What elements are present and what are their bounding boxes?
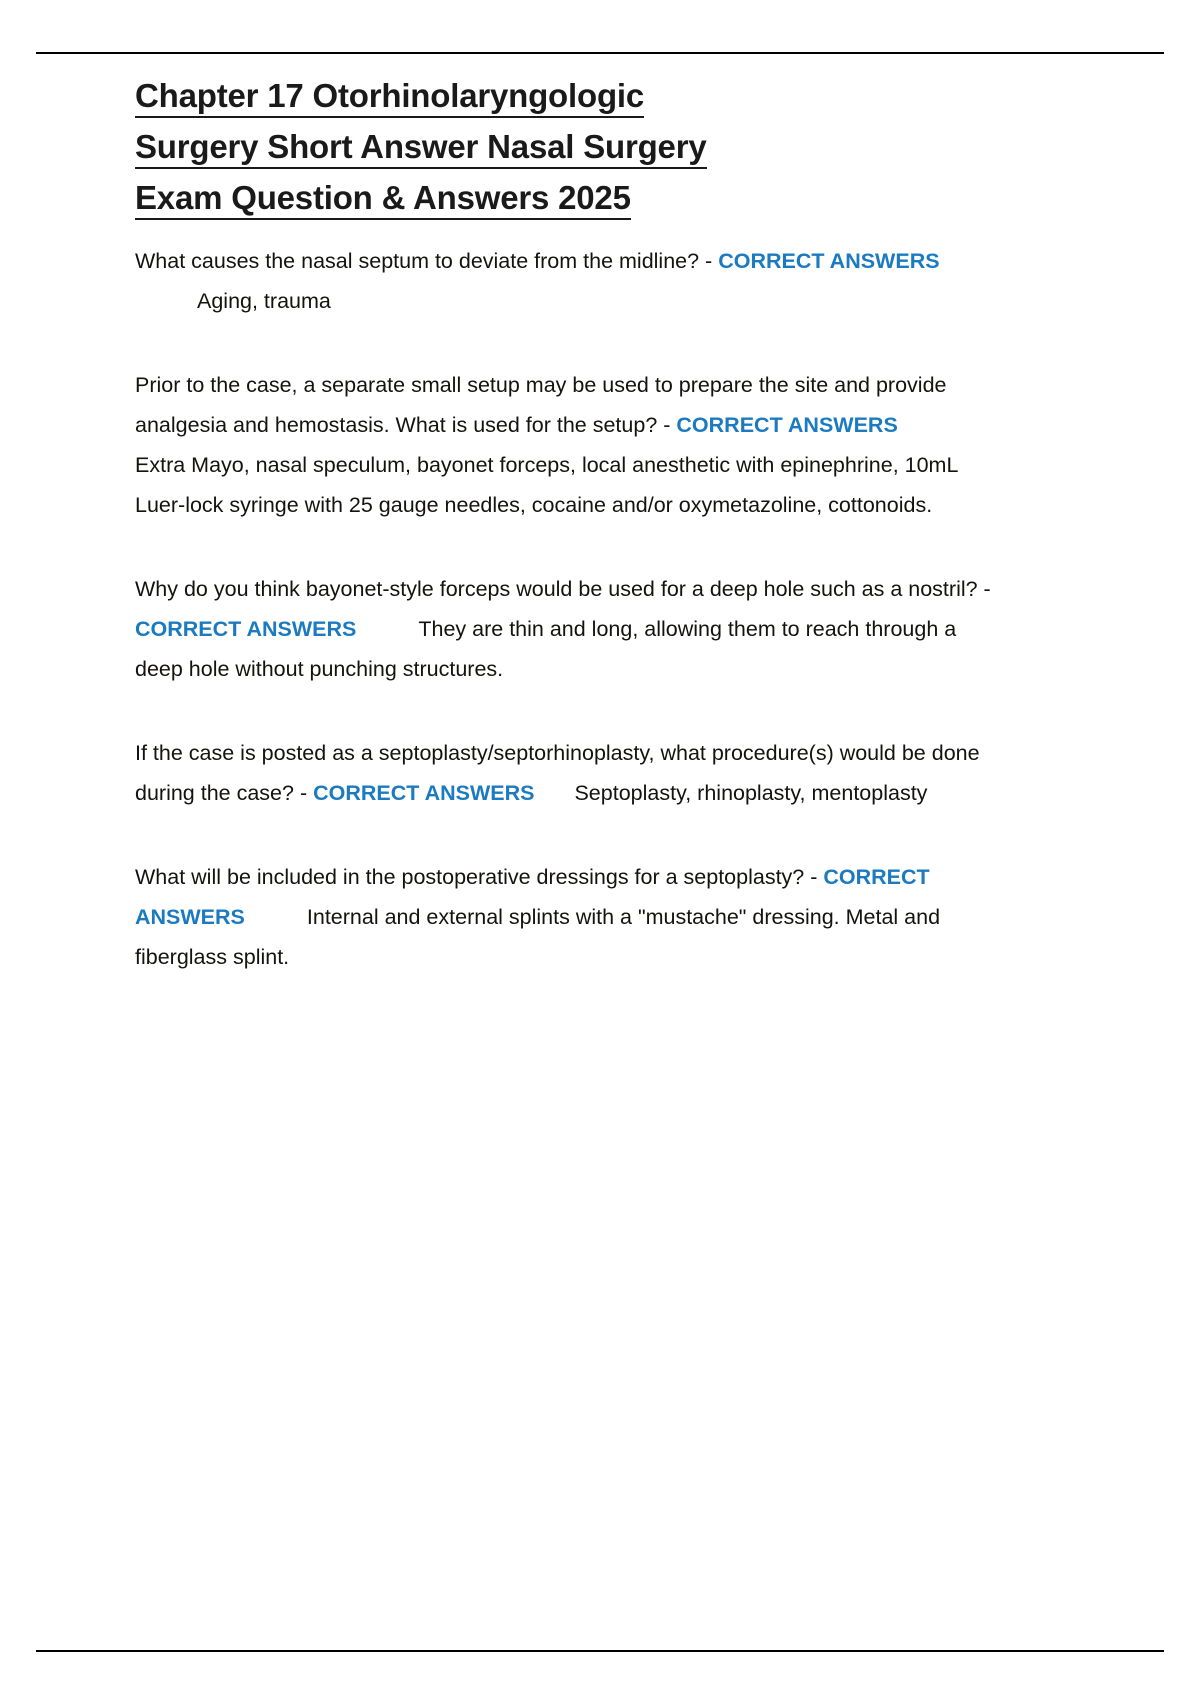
qa-separator: - [705,249,719,273]
page-title-line-3: Exam Question & Answers 2025 [135,179,631,220]
correct-answers-label: CORRECT ANSWERS [718,249,940,273]
correct-answers-label: CORRECT ANSWERS [676,413,898,437]
page-title-line-1: Chapter 17 Otorhinolaryngologic [135,77,644,118]
page-title [135,70,997,223]
question-text: If the case is posted as a septoplasty/septorhinoplasty, what procedure(s) would be done during the case? [135,741,980,805]
qa-item [135,241,997,321]
header-divider [36,52,1164,54]
question-text: Why do you think bayonet-style forceps would be used for a deep hole such as a nostril? [135,577,984,601]
answer-text: Aging, trauma [197,289,331,313]
qa-item [135,857,997,977]
qa-separator: - [299,781,314,805]
qa-separator: - [663,413,677,437]
qa-item [135,733,997,813]
answer-text: Internal and external splints with a "mustache" dressing. Metal and fiberglass splint. [135,905,941,969]
question-text: Prior to the case, a separate small setup may be used to prepare the site and provide analgesia and hemostasis. What is used for the setup? [135,373,947,437]
correct-answers-label: CORRECT ANSWERS [135,617,357,641]
answer-text: They are thin and long, allowing them to reach through a deep hole without punching structures. [135,617,957,681]
correct-answers-label: CORRECT ANSWERS [313,781,535,805]
question-text: What causes the nasal septum to deviate from the midline? [135,249,706,273]
question-text: What will be included in the postoperative dressings for a septoplasty? [135,865,811,889]
answer-text: Extra Mayo, nasal speculum, bayonet forceps, local anesthetic with epinephrine, 10mL Luer-lock syringe with 25 gauge needles, cocaine and/or oxymetazoline, cottonoids. [135,453,958,517]
correct-answers-label: CORRECT ANSWERS [135,865,930,929]
qa-separator: - [983,577,991,601]
document-body [135,70,997,977]
qa-item [135,365,997,525]
qa-item [135,569,997,689]
qa-separator: - [810,865,824,889]
page-title-line-2: Surgery Short Answer Nasal Surgery [135,128,707,169]
footer-divider [36,1650,1164,1652]
answer-text: Septoplasty, rhinoplasty, mentoplasty [574,781,928,805]
